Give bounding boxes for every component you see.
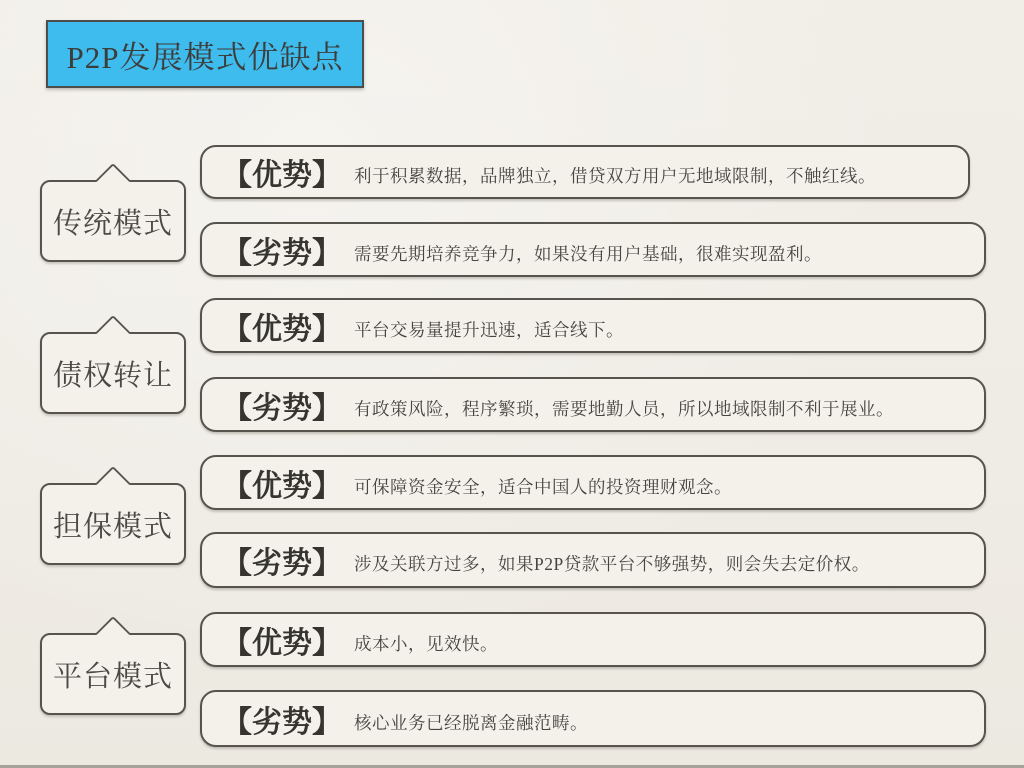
advantage-tag: 【优势】 — [222, 159, 342, 192]
bubble-pointer-icon — [95, 616, 130, 651]
advantage-card-1 — [200, 145, 970, 199]
disadvantage-card-3 — [200, 532, 986, 588]
advantage-text: 平台交易量提升迅速，适合线下。 — [354, 319, 624, 340]
advantage-tag: 【优势】 — [222, 469, 342, 503]
bubble-pointer-icon — [95, 466, 130, 501]
disadvantage-card-1 — [200, 222, 986, 277]
model-bubble-guarantee — [40, 483, 186, 565]
disadvantage-card-4 — [200, 690, 986, 747]
bubble-pointer-icon — [95, 163, 130, 198]
slide-title: P2P发展模式优缺点 — [66, 39, 344, 75]
disadvantage-card-2 — [200, 377, 986, 432]
advantage-text: 利于积累数据，品牌独立，借贷双方用户无地域限制，不触红线。 — [354, 166, 876, 186]
model-label: 担保模式 — [52, 510, 173, 543]
advantage-tag: 【优势】 — [222, 626, 342, 660]
slide-title-box — [46, 20, 364, 88]
advantage-text: 可保障资金安全，适合中国人的投资理财观念。 — [354, 476, 732, 497]
model-label: 传统模式 — [52, 207, 173, 240]
disadvantage-tag: 【劣势】 — [222, 547, 342, 580]
advantage-card-3 — [200, 455, 986, 510]
bubble-pointer-icon — [95, 315, 130, 350]
disadvantage-text: 需要先期培养竞争力，如果没有用户基础，很难实现盈利。 — [354, 243, 822, 264]
disadvantage-text: 涉及关联方过多，如果P2P贷款平台不够强势，则会失去定价权。 — [354, 554, 870, 574]
model-label: 平台模式 — [52, 660, 173, 693]
disadvantage-text: 核心业务已经脱离金融范畴。 — [354, 712, 588, 733]
model-bubble-platform — [40, 633, 186, 715]
disadvantage-tag: 【劣势】 — [222, 391, 342, 425]
model-bubble-traditional — [40, 180, 186, 262]
advantage-tag: 【优势】 — [222, 312, 342, 346]
disadvantage-tag: 【劣势】 — [222, 236, 342, 270]
disadvantage-text: 有政策风险，程序繁琐，需要地勤人员，所以地域限制不利于展业。 — [354, 398, 894, 419]
disadvantage-tag: 【劣势】 — [222, 705, 342, 739]
model-label: 债权转让 — [52, 359, 173, 392]
advantage-text: 成本小，见效快。 — [354, 633, 498, 654]
model-bubble-debt-transfer — [40, 332, 186, 414]
advantage-card-4 — [200, 612, 986, 667]
advantage-card-2 — [200, 298, 986, 353]
